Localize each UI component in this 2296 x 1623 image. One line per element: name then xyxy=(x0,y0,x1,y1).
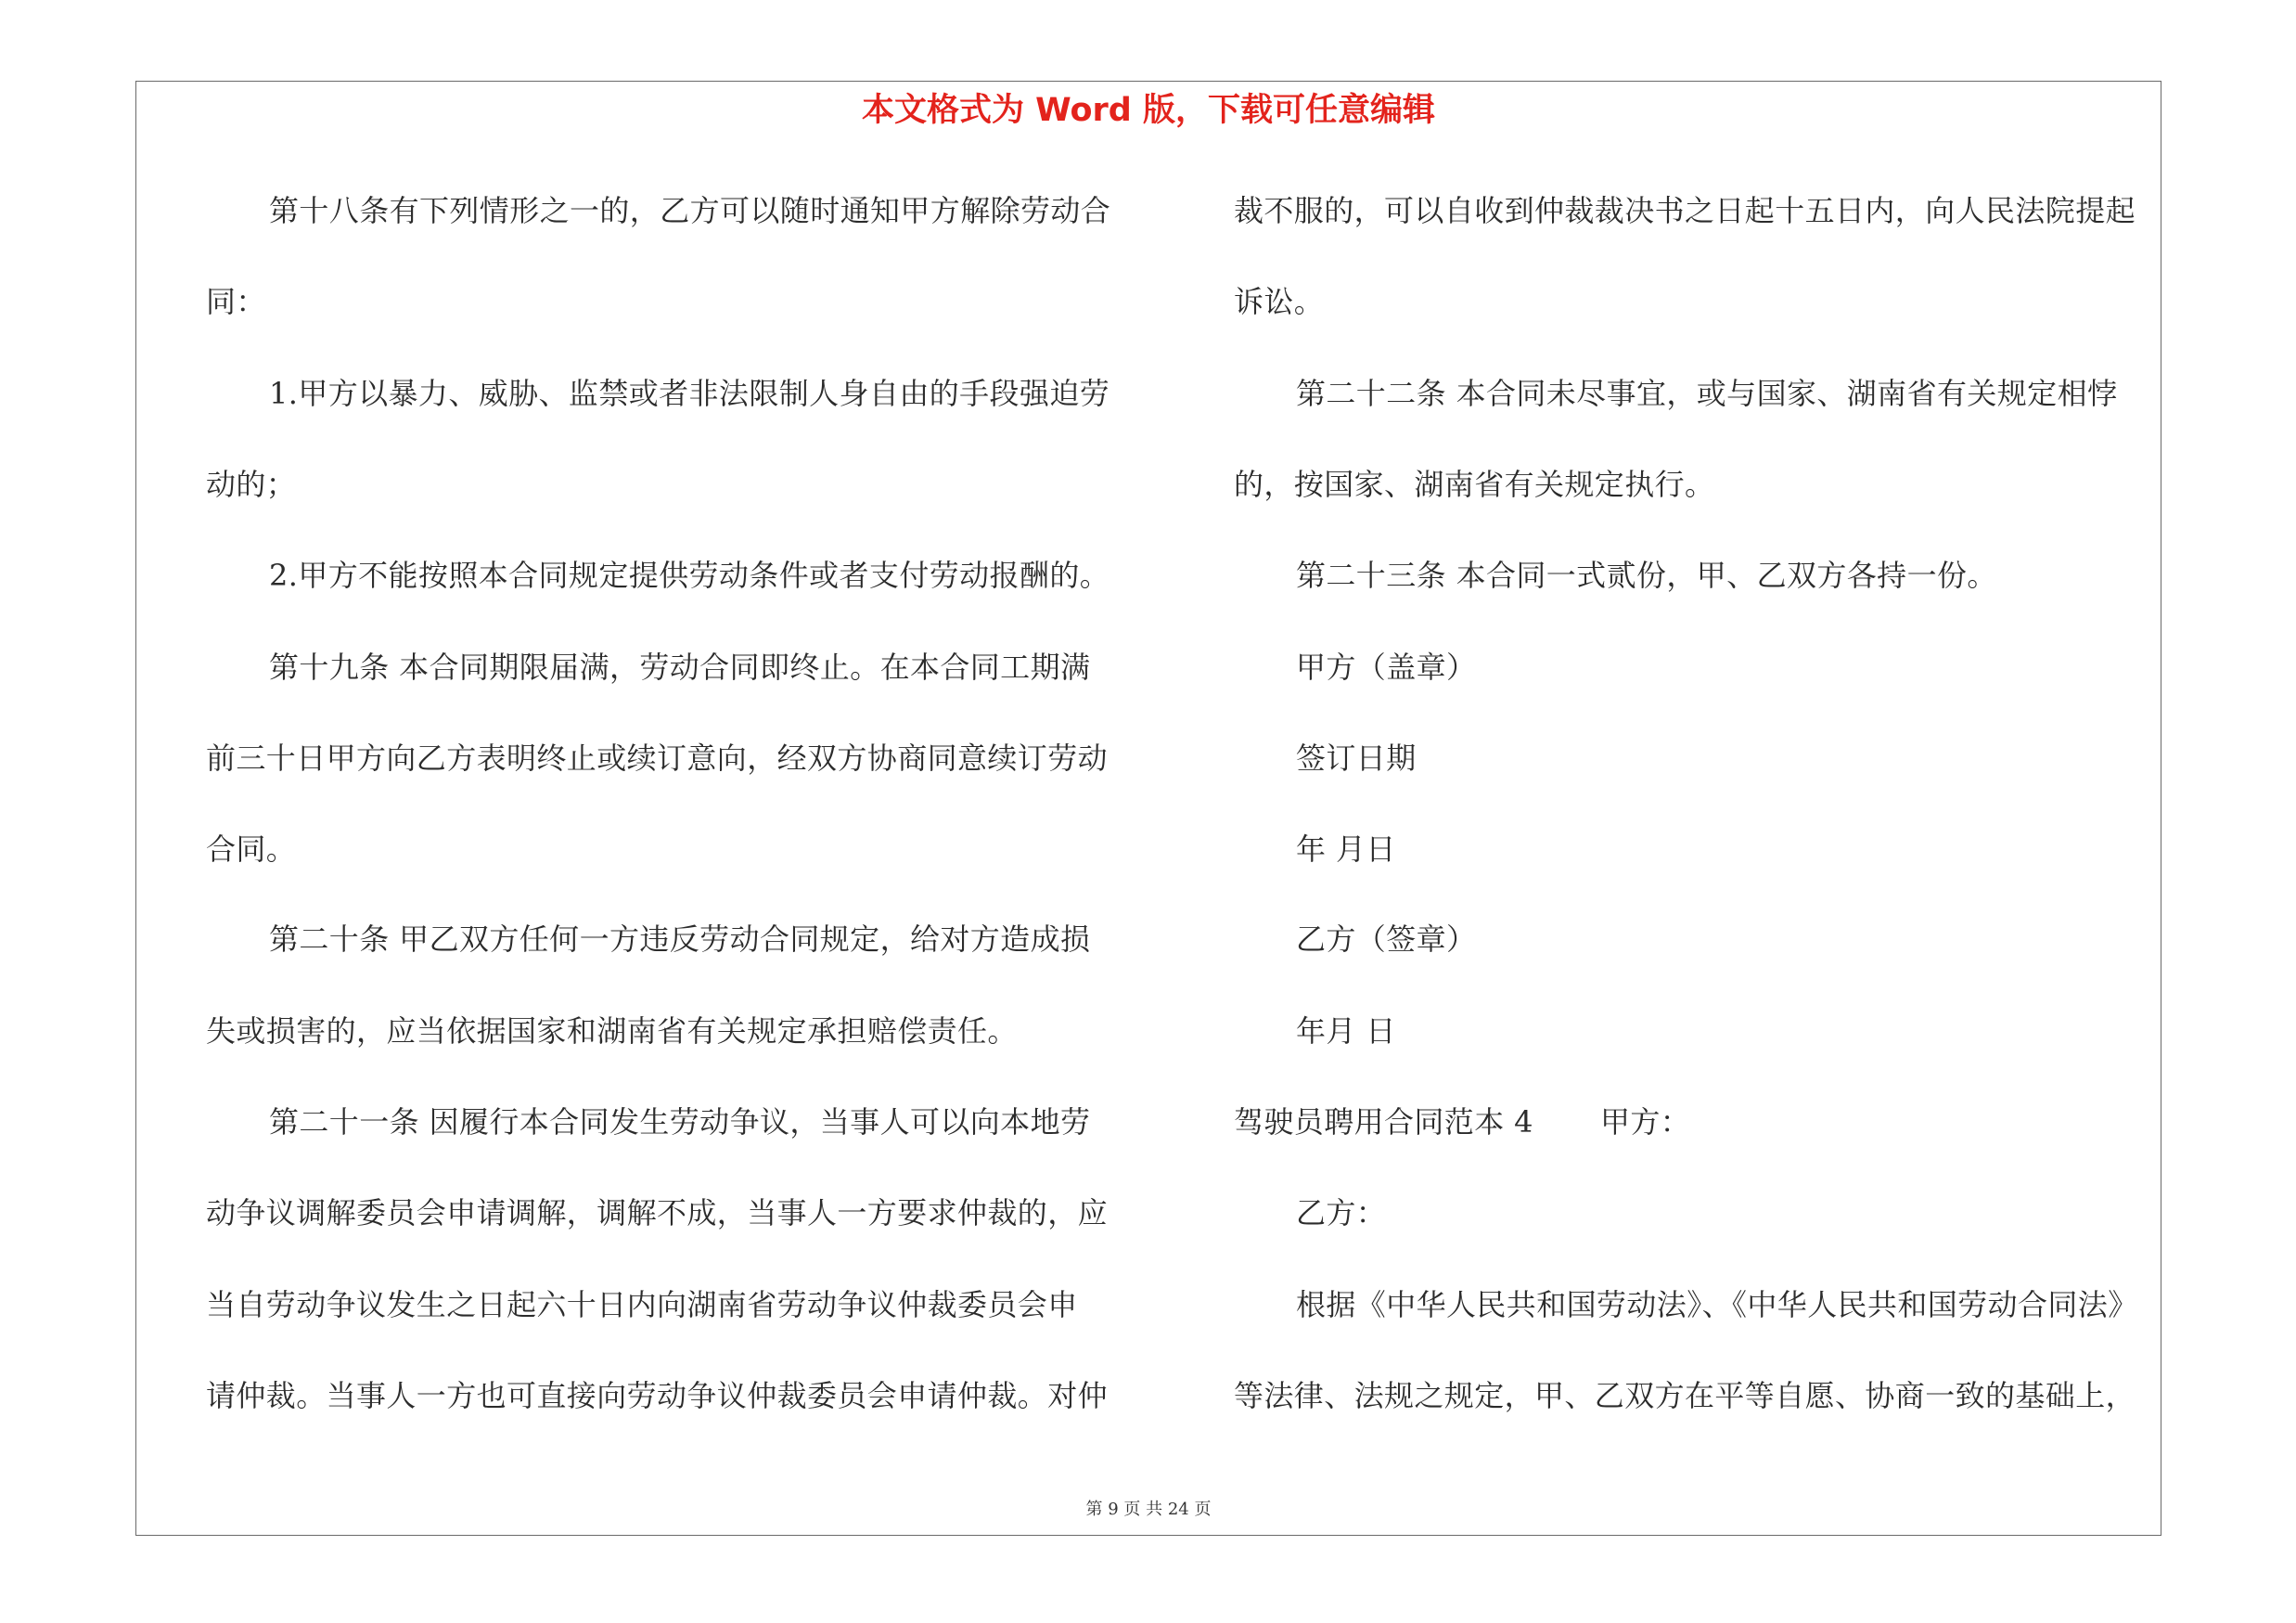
left-line-4: 动的； xyxy=(206,467,297,502)
signing-date-label: 签订日期 xyxy=(1296,741,1417,776)
party-a-seal-label: 甲方（盖章） xyxy=(1296,650,1477,685)
left-line-7: 前三十日甲方向乙方表明终止或续订意向，经双方协商同意续订劳动 xyxy=(206,741,1109,776)
party-a-label: 甲方： xyxy=(1600,1104,1691,1140)
left-line-3: 1.甲方以暴力、威胁、监禁或者非法限制人身自由的手段强迫劳 xyxy=(269,376,1110,411)
left-line-14: 请仲裁。当事人一方也可直接向劳动争议仲裁委员会申请仲裁。对仲 xyxy=(206,1378,1109,1413)
party-b-seal-label: 乙方（签章） xyxy=(1296,921,1477,957)
right-line-1: 裁不服的，可以自收到仲裁裁决书之日起十五日内，向人民法院提起 xyxy=(1234,193,2136,228)
left-line-13: 当自劳动争议发生之日起六十日内向湖南省劳动争议仲裁委员会申 xyxy=(206,1287,1078,1322)
format-notice-banner: 本文格式为 Word 版，下载可任意编辑 xyxy=(861,92,1436,129)
date-line-2: 年月 日 xyxy=(1296,1013,1396,1049)
right-line-5: 第二十三条 本合同一式贰份，甲、乙双方各持一份。 xyxy=(1296,558,1997,593)
date-line-1: 年 月日 xyxy=(1296,831,1396,867)
right-line-14: 等法律、法规之规定，甲、乙双方在平等自愿、协商一致的基础上， xyxy=(1234,1378,2136,1413)
party-b-label: 乙方： xyxy=(1296,1195,1387,1230)
left-line-11: 第二十一条 因履行本合同发生劳动争议，当事人可以向本地劳 xyxy=(269,1104,1091,1140)
left-line-6: 第十九条 本合同期限届满，劳动合同即终止。在本合同工期满 xyxy=(269,650,1091,685)
left-line-2: 同： xyxy=(206,284,266,319)
left-line-8: 合同。 xyxy=(206,831,297,867)
page-indicator: 第 9 页 共 24 页 xyxy=(1085,1500,1212,1519)
right-line-13: 根据《中华人民共和国劳动法》、《中华人民共和国劳动合同法》 xyxy=(1296,1287,2138,1322)
right-line-3: 第二十二条 本合同未尽事宜，或与国家、湖南省有关规定相悖 xyxy=(1296,376,2118,411)
left-line-10: 失或损害的，应当依据国家和湖南省有关规定承担赔偿责任。 xyxy=(206,1013,1018,1049)
left-line-12: 动争议调解委员会申请调解，调解不成，当事人一方要求仲裁的，应 xyxy=(206,1195,1109,1230)
sample-heading-title: 驾驶员聘用合同范本 4 xyxy=(1234,1104,1533,1140)
left-line-5: 2.甲方不能按照本合同规定提供劳动条件或者支付劳动报酬的。 xyxy=(269,558,1110,593)
right-line-2: 诉讼。 xyxy=(1234,284,1325,319)
right-line-4: 的，按国家、湖南省有关规定执行。 xyxy=(1234,467,1715,502)
left-line-9: 第二十条 甲乙双方任何一方违反劳动合同规定，给对方造成损 xyxy=(269,921,1091,957)
left-line-1: 第十八条有下列情形之一的，乙方可以随时通知甲方解除劳动合 xyxy=(269,193,1111,228)
